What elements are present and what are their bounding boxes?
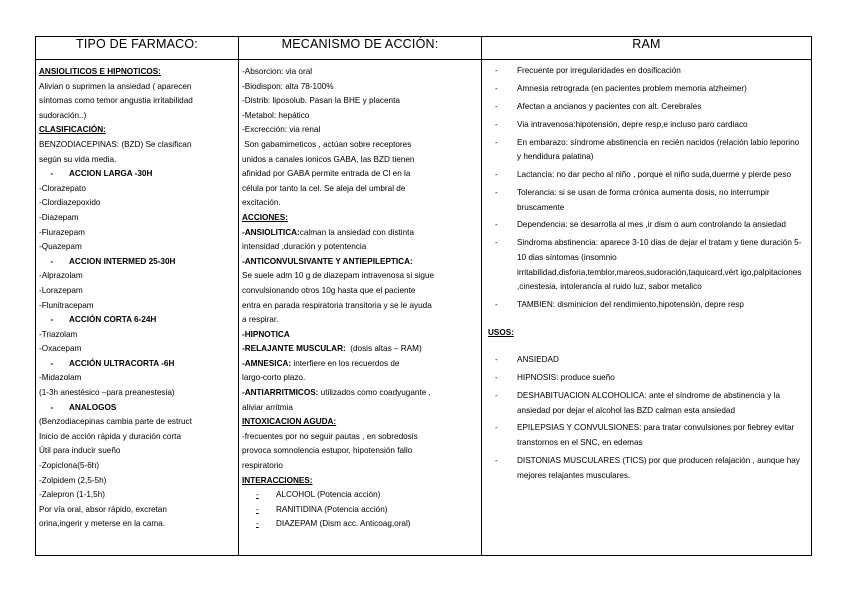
analogos-line: orina,ingerir y meterse en la cama. bbox=[39, 519, 166, 529]
interacciones-title: INTERACCIONES: bbox=[242, 475, 313, 485]
pk-line: -Metabol: hepático bbox=[242, 110, 310, 120]
pk-line: excitación. bbox=[242, 198, 281, 208]
antiarr-text: utilizados como coadyugante , bbox=[318, 388, 431, 398]
ram-list bbox=[488, 64, 803, 313]
drug-item: (1-3h anestésico –para preanestesia) bbox=[39, 388, 175, 398]
drug-item: -Midazolam bbox=[39, 373, 82, 383]
amnesica-line2: largo-corto plazo. bbox=[242, 373, 306, 383]
corta-heading: - ACCIÓN CORTA 6-24H bbox=[39, 315, 157, 325]
ram-item: - Afectan a ancianos y pacientes con alt. Cerebrales bbox=[488, 100, 803, 115]
ram-item: - Sindroma abstinencia: aparece 3-10 dias de dejar el tratam y tiene duración 5-10 dias síntomas (insomnio irritabilidad,disforia,temblor,mareos,sudoración,taquicard,vért igo,palpitaciones ,cinestesia, intolerancia al ruido luz, sabor metalico bbox=[488, 236, 803, 294]
acciones-title: ACCIONES: bbox=[242, 212, 288, 222]
drug-item: -Flunitracepam bbox=[39, 300, 94, 310]
drug-item: -Clordiazepoxido bbox=[39, 198, 101, 208]
analogos-line: -Zopiclona(5-6h) bbox=[39, 461, 100, 471]
intro-line: sudoración..) bbox=[39, 110, 87, 120]
usos-item: - ANSIEDAD bbox=[488, 353, 803, 368]
intox-title: INTOXICACION AGUDA: bbox=[242, 417, 337, 427]
ram-item: - Frecuente por irregularidades en dosificación bbox=[488, 64, 803, 79]
amnesica-text: interfiere en los recuerdos de bbox=[291, 358, 400, 368]
analogos-line: (Benzodiacepinas cambia parte de estruct bbox=[39, 417, 192, 427]
relajante-label: -RELAJANTE MUSCULAR: bbox=[242, 344, 346, 354]
header-ram: RAM bbox=[482, 37, 812, 60]
ram-item: - TAMBIEN: disminicion del rendimiento,hipotensión, depre resp bbox=[488, 298, 803, 313]
mecanismo-column bbox=[239, 60, 481, 532]
anticonv-line: Se suele adm 10 g de diazepam intravenosa si sigue bbox=[242, 271, 435, 281]
antiarr-line bbox=[242, 386, 477, 401]
analogos-line: Por vía oral, absor rápido, excretan bbox=[39, 504, 167, 514]
usos-item: - HIPNOSIS: produce sueño bbox=[488, 371, 803, 386]
relajante-text: (dosis altas – RAM) bbox=[345, 344, 422, 354]
ansiolitica-label: -ANSIOLITICA: bbox=[242, 227, 300, 237]
anticonv-line: entra en parada respiratoria transitoria y se le ayuda bbox=[242, 300, 432, 310]
drug-item: -Diazepam bbox=[39, 212, 79, 222]
interaccion-item bbox=[242, 503, 477, 518]
pk-line: unidos a canales ionicos GABA, las BZD tienen bbox=[242, 154, 415, 164]
pk-line: -Absorcion: via oral bbox=[242, 67, 313, 76]
antiarr-line2: aliviar arritmia bbox=[242, 402, 293, 412]
amnesica-label: -AMNESICA: bbox=[242, 358, 292, 368]
interaccion-text: DIAZEPAM (Dism acc. Anticoag,oral) bbox=[276, 519, 411, 529]
ram-item: - En embarazo: síndrome abstinencia en recién nacidos (relación labio leporino y hendidura palatina) bbox=[488, 136, 803, 165]
ansiolitica-line2: intensidad ,duración y potentencia bbox=[242, 242, 367, 252]
amnesica-line bbox=[242, 357, 477, 372]
drug-item: -Flurazepam bbox=[39, 227, 85, 237]
relajante-line bbox=[242, 342, 477, 357]
ansiolitica-line bbox=[242, 226, 477, 241]
drug-item: -Lorazepam bbox=[39, 285, 83, 295]
intermed-title: ACCION INTERMED 25-30H bbox=[69, 256, 176, 266]
drug-table bbox=[35, 36, 812, 556]
pk-line: Son gabamimeticos , actúan sobre receptores bbox=[242, 139, 412, 149]
ram-cell bbox=[482, 60, 812, 556]
pk-line: afinidad por GABA permite entrada de Cl en la bbox=[242, 169, 411, 179]
intox-line: provoca somnolencia estupor, hipotensión fallo bbox=[242, 446, 413, 456]
interaccion-marker: - bbox=[256, 504, 259, 514]
ram-item: - Lactancia: no dar pecho al niño , porque el niño suda,duerme y pierde peso bbox=[488, 168, 803, 183]
pk-line: célula por tanto la cel. Se aleja del umbral de bbox=[242, 183, 406, 193]
anticonv-title: -ANTICONVULSIVANTE Y ANTIEPILEPTICA: bbox=[242, 256, 413, 266]
analogos-line: Inicio de acción rápida y duración corta bbox=[39, 431, 181, 441]
usos-item: - EPILEPSIAS Y CONVULSIONES: para tratar convulsiones por fiebrey evitar transtornos en el SNC, en edemas bbox=[488, 421, 803, 450]
header-tipo: TIPO DE FARMACO: bbox=[36, 37, 239, 60]
usos-item: - DESHABITUACION ALCOHOLICA: ante el síndrome de abstinencia y la ansiedad por dejar el alcohol las BZD calman esta ansiedad bbox=[488, 389, 803, 418]
header-mecanismo: MECANISMO DE ACCIÓN: bbox=[239, 37, 482, 60]
analogos-title: ANALOGOS bbox=[69, 402, 117, 412]
ultra-heading: - ACCIÓN ULTRACORTA -6H bbox=[39, 358, 175, 368]
pk-line: -Distrib: liposolub. Pasan la BHE y placenta bbox=[242, 96, 400, 106]
drug-item: -Alprazolam bbox=[39, 271, 83, 281]
corta-title: ACCIÓN CORTA 6-24H bbox=[69, 315, 157, 325]
usos-list bbox=[488, 353, 803, 483]
intox-line: respiratorio bbox=[242, 461, 283, 471]
antiarr-label: -ANTIARRITMICOS: bbox=[242, 388, 319, 398]
clasificacion-line: BENZODIACEPINAS: (BZD) Se clasifican bbox=[39, 139, 192, 149]
pk-line: -Excrección: via renal bbox=[242, 125, 321, 135]
interaccion-text: RANITIDINA (Potencia acción) bbox=[276, 504, 388, 514]
drug-item: -Triazolam bbox=[39, 329, 78, 339]
ram-item: - Dependencia: se desarrolla al mes ,ir dism o aum controlando la ansiedad bbox=[488, 218, 803, 233]
usos-item: - DISTONIAS MUSCULARES (TICS) por que producen relajación , aunque hay mejores relajantes musculares. bbox=[488, 454, 803, 483]
interaccion-item bbox=[242, 517, 477, 532]
drug-item: -Quazepam bbox=[39, 242, 82, 252]
header-row bbox=[36, 37, 812, 60]
anticonv-line: convulsionando otros 10g hasta que el paciente bbox=[242, 285, 416, 295]
intox-line: -frecuentes por no seguir pautas , en sobredosis bbox=[242, 431, 418, 441]
mecanismo-cell bbox=[239, 60, 482, 556]
intro-line: síntomas como temor angustia irritabilidad bbox=[39, 96, 193, 106]
intermed-heading: - ACCION INTERMED 25-30H bbox=[39, 256, 176, 266]
analogos-heading: - ANALOGOS bbox=[39, 402, 117, 412]
interaccion-marker: - bbox=[256, 519, 259, 529]
tipo-cell bbox=[36, 60, 239, 556]
larga-title: ACCION LARGA -30H bbox=[69, 169, 153, 179]
analogos-line: Útil para inducir sueño bbox=[39, 446, 121, 456]
interaccion-item bbox=[242, 488, 477, 503]
interaccion-marker: - bbox=[256, 490, 259, 500]
ram-item: - Amnesia retrograda (en pacientes problem memoria alzheimer) bbox=[488, 82, 803, 97]
intro-line: Alivian o suprimen la ansiedad ( aparecen bbox=[39, 81, 192, 91]
pk-line: -Biodispon: alta 78-100% bbox=[242, 81, 334, 91]
anticonv-line: a respirar. bbox=[242, 315, 279, 325]
clasificacion-line: según su vida media. bbox=[39, 154, 117, 164]
tipo-title: ANSIOLITICOS E HIPNOTICOS: bbox=[39, 67, 161, 76]
ram-column bbox=[482, 60, 811, 483]
analogos-line: -Zolpidem (2,5-5h) bbox=[39, 475, 107, 485]
ram-item: - Via intravenosa:hipotensión, depre resp,e incluso paro cardiaco bbox=[488, 118, 803, 133]
larga-heading: - ACCION LARGA -30H bbox=[39, 169, 153, 179]
hipnotica-title: -HIPNOTICA bbox=[242, 329, 290, 339]
clasificacion-title: CLASIFICACIÓN: bbox=[39, 125, 106, 135]
interaccion-text: ALCOHOL (Potencia acción) bbox=[276, 490, 381, 500]
ultra-title: ACCIÓN ULTRACORTA -6H bbox=[69, 358, 175, 368]
drug-item: -Oxacepam bbox=[39, 344, 82, 354]
usos-title: USOS: bbox=[488, 327, 514, 337]
content-row bbox=[36, 60, 812, 556]
ram-item: - Tolerancia: si se usan de forma crónica aumenta dosis, no interrumpir bruscamente bbox=[488, 186, 803, 215]
analogos-line: -Zalepron (1-1,5h) bbox=[39, 490, 105, 500]
ansiolitica-text: calman la ansiedad con distinta bbox=[299, 227, 415, 237]
tipo-intro bbox=[39, 80, 234, 124]
tipo-column bbox=[36, 60, 238, 532]
drug-item: -Clorazepato bbox=[39, 183, 86, 193]
